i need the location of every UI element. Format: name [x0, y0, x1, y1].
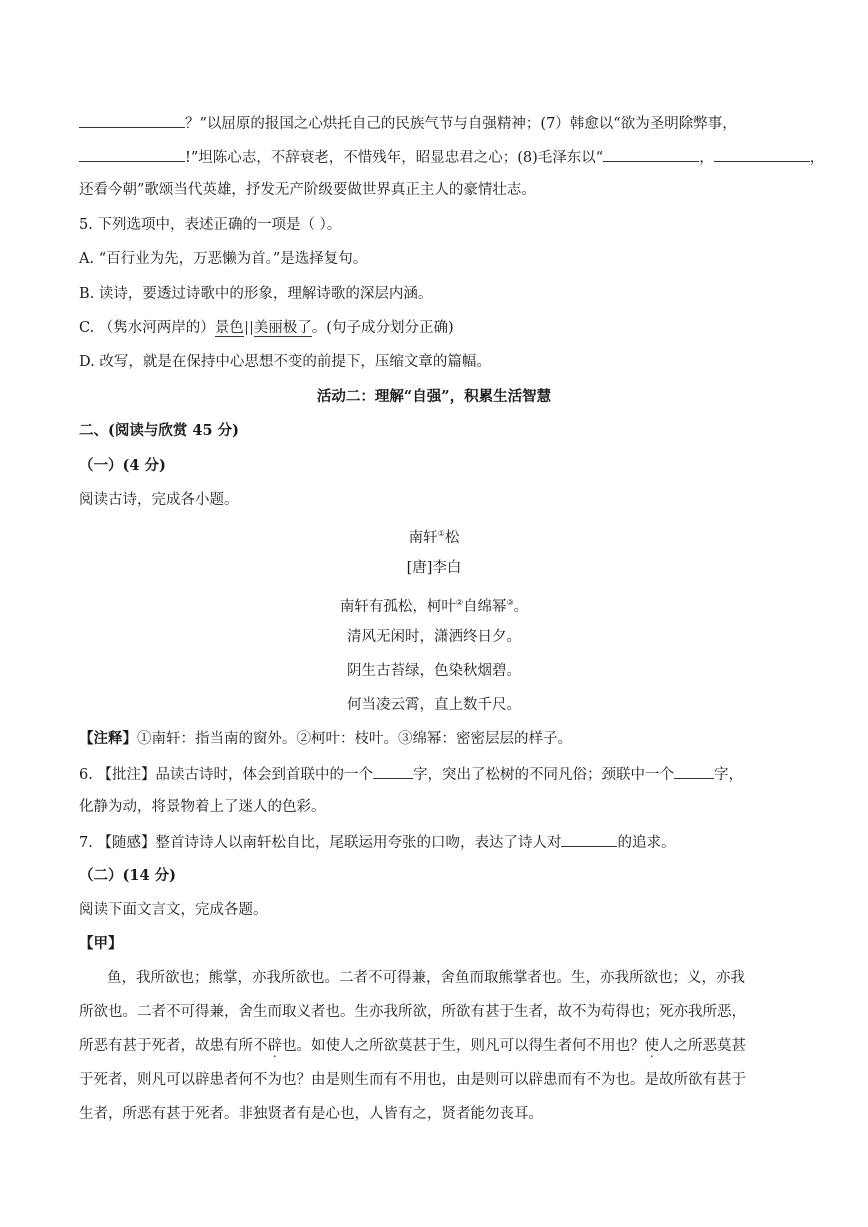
question-5: 5. 下列选项中，表述正确的一项是（ ）。 [79, 217, 342, 233]
text-line-2: !”坦陈心志，不辞衰老，不惜残年，昭显忠君之心；(8)毛泽东以“ ， ， [79, 146, 824, 168]
passage-line-3: 所恶有甚于死者，故患有所不辟也。如使人之所欲莫甚于生，则凡可以得生者何不用也？使人之所恶莫甚 [79, 1038, 746, 1054]
text-line-3: 还看今朝”歌颂当代英雄，抒发无产阶级要做世界真正主人的豪情壮志。 [79, 182, 536, 198]
question-7: 7. 【随感】整首诗诗人以南轩松自比，尾联运用夸张的口吻，表达了诗人对 的追求。 [79, 831, 675, 853]
fill-blank[interactable] [561, 831, 617, 847]
passage-line-1: 鱼，我所欲也；熊掌，亦我所欲也。二者不可得兼，舍鱼而取熊掌者也。生，亦我所欲也；义，亦我 [107, 970, 745, 986]
fill-blank[interactable] [714, 146, 810, 162]
part-heading-2: （二）(14 分) [79, 867, 176, 884]
passage-line-2: 所欲也。二者不可得兼，舍生而取义者也。生亦我所欲，所欲有甚于生者，故不为苟得也；死亦我所恶， [79, 1004, 746, 1020]
option-c[interactable]: C. （隽水河两岸的）景色 美丽极了。(句子成分划分正确) [79, 320, 454, 336]
poem-notes: 【注释】①南轩：指当南的窗外。②柯叶：枝叶。③绵幂：密密层层的样子。 [79, 730, 572, 747]
fill-blank[interactable] [79, 112, 185, 128]
part-instruction-1: 阅读古诗，完成各小题。 [79, 492, 239, 508]
poem-line-1: 南轩有孤松，柯叶②自绵幂③。 [339, 598, 529, 615]
fill-blank[interactable] [79, 146, 185, 162]
text-line-1: ？”以屈原的报国之心烘托自己的民族气节与自强精神；(7）韩愈以“欲为圣明除弊事， [79, 112, 737, 134]
option-d[interactable]: D. 改写，就是在保持中心思想不变的前提下，压缩文章的篇幅。 [79, 354, 491, 370]
passage-label: 【甲】 [79, 935, 123, 952]
option-a[interactable]: A. “百行业为先，万恶懒为首。”是选择复句。 [79, 251, 368, 267]
part-heading-1: （一）(4 分) [79, 457, 166, 474]
part-instruction-2: 阅读下面文言文，完成各题。 [79, 902, 268, 918]
poem-line-2: 清风无闲时，潇洒终日夕。 [347, 629, 521, 645]
question-6: 6. 【批注】品读古诗时，体会到首联中的一个 字，突出了松树的不同凡俗；颈联中一个 字， [79, 763, 743, 785]
passage-line-5: 生者，所恶有甚于死者。非独贤者有是心也，人皆有之，贤者能勿丧耳。 [79, 1106, 543, 1122]
activity-title: 活动二：理解“自强”，积累生活智慧 [316, 388, 552, 405]
poem-line-3: 阴生古苔绿，色染秋烟碧。 [347, 663, 521, 679]
option-b[interactable]: B. 读诗，要透过诗歌中的形象，理解诗歌的深层内涵。 [79, 286, 433, 302]
poem-author: [唐]李白 [406, 560, 462, 576]
emphasis-char: 辟 [267, 1038, 282, 1054]
emphasis-char: 使 [644, 1038, 659, 1054]
section-heading: 二、(阅读与欣赏 45 分) [79, 422, 239, 439]
fill-blank[interactable] [373, 763, 413, 779]
poem-title: 南轩①松 [408, 529, 460, 546]
fill-blank[interactable] [603, 146, 699, 162]
poem-line-4: 何当凌云霄，直上数千尺。 [347, 697, 521, 713]
fill-blank[interactable] [674, 763, 714, 779]
divider-mark [246, 321, 252, 335]
question-6-cont: 化静为动，将景物着上了迷人的色彩。 [79, 799, 326, 815]
passage-line-4: 于死者，则凡可以辟患者何不为也？由是则生而有不用也，由是则可以辟患而有不为也。是故所欲有甚于 [79, 1072, 746, 1088]
